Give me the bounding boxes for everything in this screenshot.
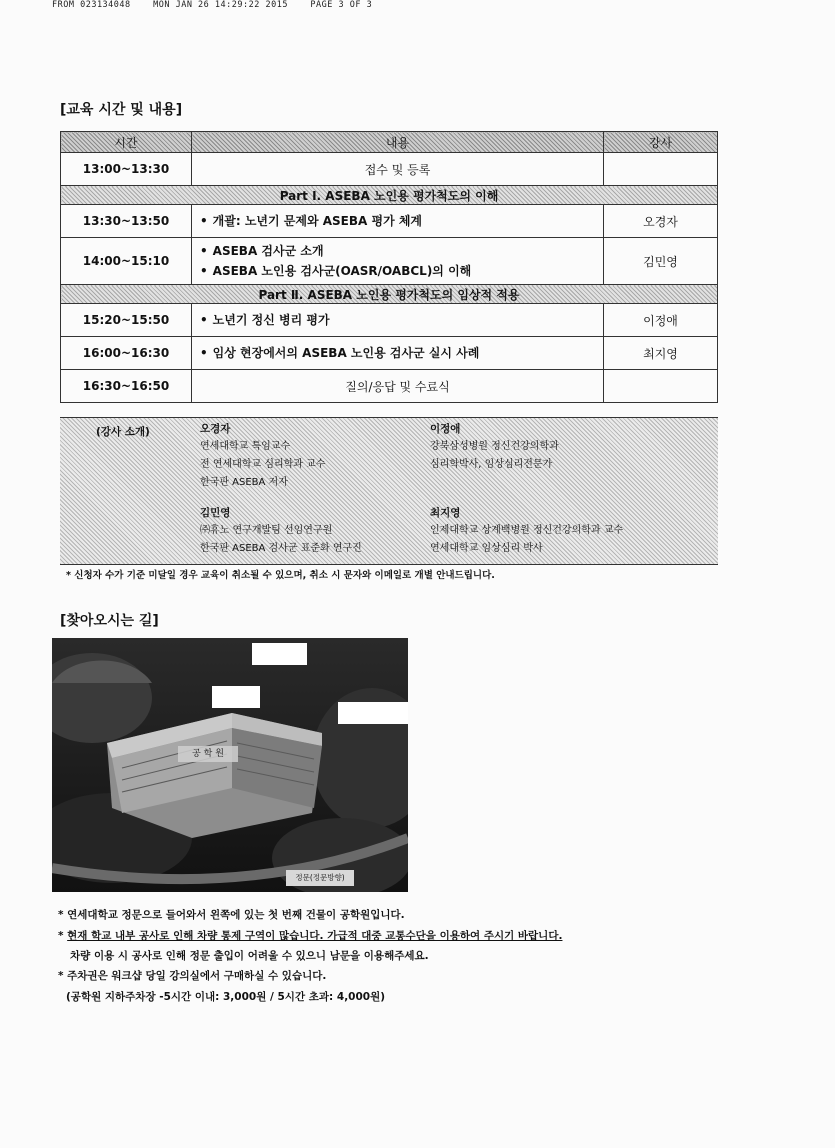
row-time: 14:00~15:10 — [61, 238, 192, 285]
direction-note: * 연세대학교 정문으로 들어와서 왼쪽에 있는 첫 번째 건물이 공학원입니다. — [58, 909, 405, 921]
table-row — [61, 370, 718, 403]
row-time: 16:30~16:50 — [61, 370, 192, 403]
instructor-line: 강북삼성병원 정신건강의학과 — [430, 441, 559, 452]
instructor-line: 전 연세대학교 심리학과 교수 — [200, 459, 326, 470]
bullet-text: 노년기 정신 병리 평가 — [212, 313, 330, 327]
direction-note — [58, 928, 562, 943]
intro-label: (강사 소개) — [96, 426, 150, 438]
bullet-text: 개괄: 노년기 문제와 ASEBA 평가 체계 — [212, 214, 423, 228]
map-building-label: 공 학 원 — [192, 749, 224, 759]
row-instructor — [604, 370, 718, 403]
row-time: 13:30~13:50 — [61, 205, 192, 238]
parking-fee-note: (공학원 지하주차장 -5시간 이내: 3,000원 / 5시간 초과: 4,000원) — [66, 991, 386, 1003]
header-instructor: 강사 — [604, 132, 718, 153]
bullet-text: ASEBA 검사군 소개 — [212, 244, 324, 258]
instructor-line: 인제대학교 상계백병원 정신건강의학과 교수 — [430, 525, 624, 536]
direction-note-underlined: 현재 학교 내부 공사로 인해 차량 통제 구역이 많습니다. 가급적 대중 교통수단을 이용하여 주시기 바랍니다. — [67, 930, 563, 942]
aerial-photo-illustration — [52, 638, 408, 892]
header-content: 내용 — [192, 132, 604, 153]
row-content — [192, 205, 604, 238]
row-content: 접수 및 등록 — [192, 153, 604, 186]
bullet-glyph: • — [200, 346, 208, 360]
row-instructor — [604, 153, 718, 186]
direction-note: 차량 이용 시 공사로 인해 정문 출입이 어려울 수 있으니 남문을 이용해주세요. — [70, 950, 429, 962]
bullet-text: 임상 현장에서의 ASEBA 노인용 검사군 실시 사례 — [212, 346, 480, 360]
instructor-card — [200, 420, 325, 492]
row-content — [192, 337, 604, 370]
instructor-line: ㈜휴노 연구개발팀 선임연구원 — [200, 525, 333, 536]
schedule-table — [60, 131, 718, 403]
row-time: 15:20~15:50 — [61, 304, 192, 337]
instructor-card — [200, 504, 362, 558]
schedule-section-title: [교육 시간 및 내용] — [60, 102, 183, 118]
table-row — [61, 153, 718, 186]
part-row — [61, 186, 718, 205]
row-instructor: 최지영 — [604, 337, 718, 370]
table-row — [61, 304, 718, 337]
row-time: 13:00~13:30 — [61, 153, 192, 186]
row-instructor: 이정애 — [604, 304, 718, 337]
table-row — [61, 337, 718, 370]
table-header-row — [61, 132, 718, 153]
part-row — [61, 285, 718, 304]
instructor-line: 연세대학교 임상심리 박사 — [430, 543, 543, 554]
instructor-line: 한국판 ASEBA 검사군 표준화 연구진 — [200, 543, 362, 554]
bullet-glyph: • — [200, 214, 208, 228]
instructor-line: 연세대학교 특임교수 — [200, 441, 291, 452]
instructor-name: 이정애 — [430, 423, 461, 435]
cancellation-notice: * 신청자 수가 기준 미달일 경우 교육이 취소될 수 있으며, 취소 시 문자와 이메일로 개별 안내드립니다. — [66, 570, 495, 581]
row-content — [192, 304, 604, 337]
campus-map-photo — [52, 638, 408, 892]
header-time: 시간 — [61, 132, 192, 153]
fax-header: FROM 023134048 MON JAN 26 14:29:22 2015 PAGE 3 OF 3 — [52, 0, 373, 10]
part-title: Part Ⅰ. ASEBA 노인용 평가척도의 이해 — [61, 186, 718, 205]
part-title: Part Ⅱ. ASEBA 노인용 평가척도의 임상적 적용 — [61, 285, 718, 304]
row-content — [192, 238, 604, 285]
instructor-name: 오경자 — [200, 423, 231, 435]
map-gate-label: 정문(정문방향) — [295, 873, 345, 882]
row-instructor: 김민영 — [604, 238, 718, 285]
bullet-glyph: • — [200, 313, 208, 327]
row-content: 질의/응답 및 수료식 — [192, 370, 604, 403]
directions-section-title: [찾아오시는 길] — [60, 613, 159, 629]
row-time: 16:00~16:30 — [61, 337, 192, 370]
instructor-line: 한국판 ASEBA 저자 — [200, 477, 288, 488]
table-row — [61, 205, 718, 238]
instructor-name: 김민영 — [200, 507, 231, 519]
instructor-card — [430, 420, 559, 474]
row-instructor: 오경자 — [604, 205, 718, 238]
instructor-line: 심리학박사, 임상심리전문가 — [430, 459, 553, 470]
table-row — [61, 238, 718, 285]
instructor-name: 최지영 — [430, 507, 461, 519]
direction-note-prefix: * — [58, 930, 68, 942]
instructor-card — [430, 504, 623, 558]
bullet-text: ASEBA 노인용 검사군(OASR/OABCL)의 이해 — [212, 264, 472, 278]
bullet-glyph: • — [200, 244, 208, 258]
bullet-glyph: • — [200, 264, 208, 278]
instructors-intro — [60, 417, 718, 565]
direction-note: * 주차권은 워크샵 당일 강의실에서 구매하실 수 있습니다. — [58, 970, 327, 982]
